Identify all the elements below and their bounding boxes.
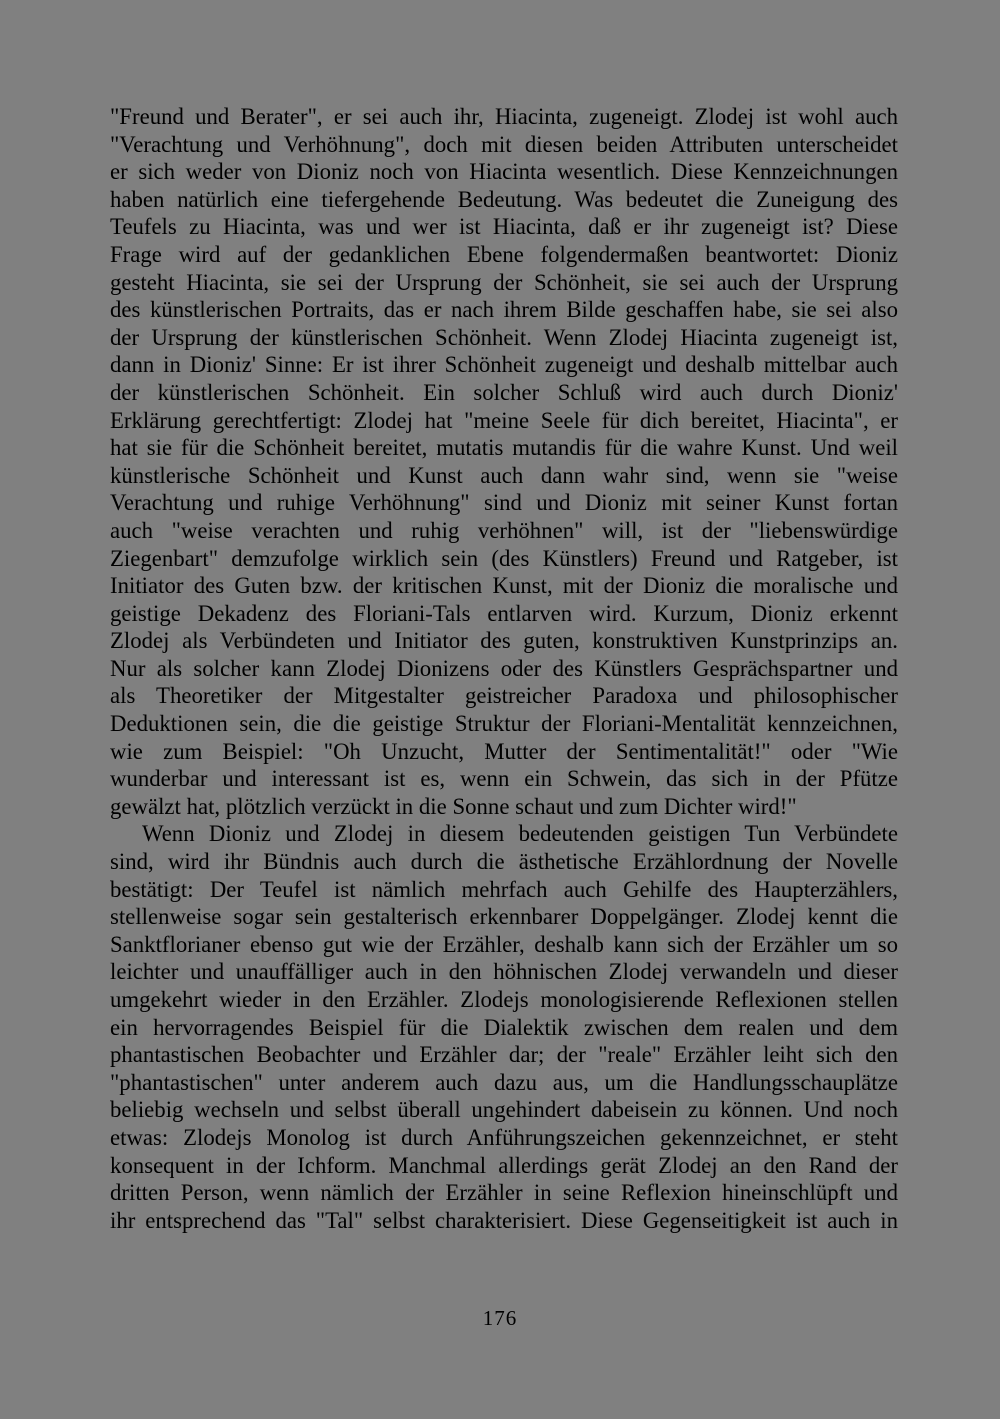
text-line: gewälzt hat, plötzlich verzückt in die Sonne schaut und zum Dichter wird!" [110, 793, 797, 819]
text-line: Teufels zu Hiacinta, was und wer ist Hiacinta, daß er ihr zugeneigt ist? Diese [110, 214, 898, 240]
text-line: Frage wird auf der gedanklichen Ebene folgendermaßen beantwortet: Dioniz [110, 241, 898, 267]
page-number: 176 [482, 1306, 518, 1330]
text-line: Verachtung und ruhige Verhöhnung" sind und Dioniz mit seiner Kunst fortan [110, 490, 898, 516]
text-line: leichter und unauffälliger auch in den höhnischen Zlodej verwandeln und dieser [110, 959, 898, 985]
text-line: Ziegenbart" demzufolge wirklich sein (des Künstlers) Freund und Ratgeber, ist [110, 545, 898, 571]
text-line: er sich weder von Dioniz noch von Hiacinta wesentlich. Diese Kennzeichnungen [110, 159, 898, 185]
text-line: Initiator des Guten bzw. der kritischen Kunst, mit der Dioniz die moralische und [110, 573, 898, 599]
text-line: konsequent in der Ichform. Manchmal allerdings gerät Zlodej an den Rand der [110, 1152, 898, 1178]
text-line: als Theoretiker der Mitgestalter geistreicher Paradoxa und philosophischer [110, 683, 898, 709]
text-line: beliebig wechseln und selbst überall ungehindert dabeisein zu können. Und noch [110, 1097, 898, 1123]
text-line: haben natürlich eine tiefergehende Bedeutung. Was bedeutet die Zuneigung des [110, 186, 898, 212]
text-line: etwas: Zlodejs Monolog ist durch Anführungszeichen gekennzeichnet, er steht [110, 1124, 898, 1150]
text-line: gesteht Hiacinta, sie sei der Ursprung der Schönheit, sie sei auch der Ursprung [110, 269, 898, 295]
text-line: künstlerische Schönheit und Kunst auch dann wahr sind, wenn sie "weise [110, 462, 898, 488]
text-line: "Verachtung und Verhöhnung", doch mit diesen beiden Attributen unterscheidet [110, 131, 898, 157]
paragraph [110, 820, 898, 1234]
text-line: "phantastischen" unter anderem auch dazu aus, um die Handlungsschauplätze [110, 1069, 898, 1095]
text-line: des künstlerischen Portraits, das er nach ihrem Bilde geschaffen habe, sie sei also [110, 297, 898, 323]
text-line: auch "weise verachten und ruhig verhöhnen" will, ist der "liebenswürdige [110, 517, 898, 543]
text-line: wie zum Beispiel: "Oh Unzucht, Mutter der Sentimentalität!" oder "Wie [110, 738, 898, 764]
text-line: Deduktionen sein, die die geistige Struktur der Floriani-Mentalität kennzeichnen, [110, 711, 898, 737]
text-line: hat sie für die Schönheit bereitet, mutatis mutandis für die wahre Kunst. Und weil [110, 435, 898, 461]
text-line: "Freund und Berater", er sei auch ihr, Hiacinta, zugeneigt. Zlodej ist wohl auch [110, 104, 898, 129]
text-line: der künstlerischen Schönheit. Ein solcher Schluß wird auch durch Dioniz' [110, 379, 898, 405]
text-line: Wenn Dioniz und Zlodej in diesem bedeutenden geistigen Tun Verbündete [142, 821, 898, 847]
text-line: sind, wird ihr Bündnis auch durch die ästhetische Erzählordnung der Novelle [110, 849, 898, 875]
text-line: der Ursprung der künstlerischen Schönheit. Wenn Zlodej Hiacinta zugeneigt ist, [110, 324, 898, 350]
text-line: stellenweise sogar sein gestalterisch erkennbarer Doppelgänger. Zlodej kennt die [110, 904, 898, 930]
text-line: Erklärung gerechtfertigt: Zlodej hat "meine Seele für dich bereitet, Hiacinta", er [110, 407, 898, 433]
text-line: Zlodej als Verbündeten und Initiator des guten, konstruktiven Kunstprinzips an. [110, 628, 898, 654]
text-line: dann in Dioniz' Sinne: Er ist ihrer Schönheit zugeneigt und deshalb mittelbar auch [110, 352, 898, 378]
text-line: umgekehrt wieder in den Erzähler. Zlodejs monologisierende Reflexionen stellen [110, 987, 898, 1012]
paragraph [110, 103, 898, 820]
text-line: Sanktflorianer ebenso gut wie der Erzähler, deshalb kann sich der Erzähler um so [110, 931, 898, 957]
text-line: Nur als solcher kann Zlodej Dionizens oder des Künstlers Gesprächspartner und [110, 655, 898, 681]
text-line: ihr entsprechend das "Tal" selbst charakterisiert. Diese Gegenseitigkeit ist auch in [110, 1207, 898, 1233]
body-text [110, 103, 898, 1234]
text-line: wunderbar und interessant ist es, wenn ein Schwein, das sich in der Pfütze [110, 766, 898, 792]
text-line: ein hervorragendes Beispiel für die Dialektik zwischen dem realen und dem [110, 1014, 898, 1040]
text-line: bestätigt: Der Teufel ist nämlich mehrfach auch Gehilfe des Haupterzählers, [110, 876, 898, 902]
text-line: phantastischen Beobachter und Erzähler dar; der "reale" Erzähler leiht sich den [110, 1042, 898, 1068]
text-line: geistige Dekadenz des Floriani-Tals entlarven wird. Kurzum, Dioniz erkennt [110, 600, 898, 626]
text-line: dritten Person, wenn nämlich der Erzähler in seine Reflexion hineinschlüpft und [110, 1180, 898, 1206]
